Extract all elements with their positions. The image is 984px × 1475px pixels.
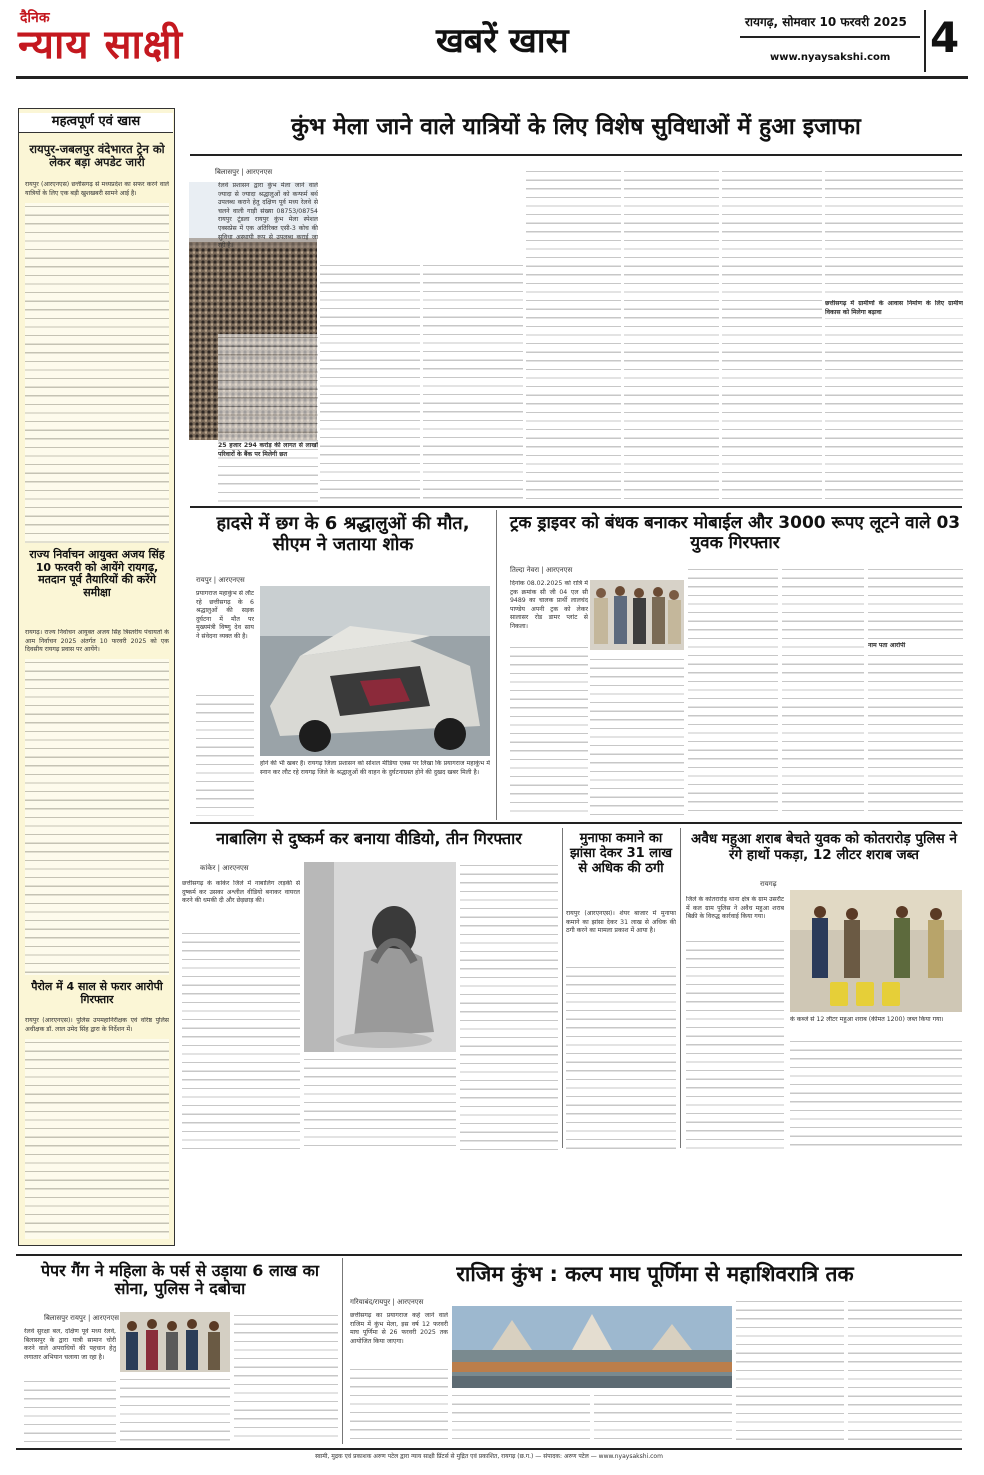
truck-col1-body xyxy=(510,644,588,816)
lead-headline[interactable]: कुंभ मेला जाने वाले यात्रियों के लिए विशेष सुविधाओं में हुआ इजाफा xyxy=(291,114,861,140)
crash-photo xyxy=(260,586,490,756)
brand-logo xyxy=(12,8,234,70)
liquor-dateline: रायगढ़ xyxy=(760,880,777,888)
liquor-headline[interactable]: अवैध महुआ शराब बेचते युवक को कोतरारोड़ पुलिस ने रंगे हाथों पकड़ा, 12 लीटर शराब जब्त xyxy=(691,831,957,863)
brand-top: दैनिक xyxy=(20,10,50,26)
lead-para-2: 25 हजार 294 करोड़ की लागत से लाखों परिवारों के बैंक पर मिलेगी छत xyxy=(218,442,318,458)
lead-dateline: बिलासपुर | आरएनएस xyxy=(215,168,273,176)
lead-col3-body xyxy=(423,262,523,502)
masthead xyxy=(0,0,984,76)
liquor-col1-body xyxy=(686,938,784,1150)
lead-col6-body xyxy=(722,168,822,502)
footer-rule xyxy=(16,1448,962,1450)
sidebar xyxy=(18,108,175,1246)
sidebar-story1-body xyxy=(25,203,169,543)
accident-lead-cont: होने की भी खबर है। रायगढ़ जिला प्रशासन को सोशल मीडिया एक्स पर लिखा कि प्रयागराज महाकुंभ में स्नान कर लौट रहे रायगढ़ जिले के श्रद्धालुओं की वाहन के दुर्घटनाग्रस्त होने की दुखद खबर मिली है। xyxy=(260,760,490,776)
sidebar-story2-lead: रायगढ़। राज्य निर्वाचन आयुक्त अजय सिंह त्रिस्तरीय पंचायतों के आम निर्वाचन 2025 अंतर्गत 10 फरवरी 2025 को एक दिवसीय रायगढ़ प्रवास पर आयेंगे। xyxy=(25,629,169,654)
liquor-seizure-photo xyxy=(790,890,962,1012)
masthead-rule xyxy=(16,76,968,79)
sidebar-story2-headline[interactable]: राज्य निर्वाचन आयुक्त अजय सिंह 10 फरवरी को आयेंगे रायगढ़, मतदान पूर्व तैयारियों की करेंगे समीक्षा xyxy=(29,548,165,599)
profit-body xyxy=(566,964,676,1150)
profit-liquor-divider xyxy=(680,828,681,1148)
truck-col2-body xyxy=(590,656,684,816)
accident-truck-divider xyxy=(496,510,497,820)
lead-col2-body xyxy=(320,262,420,502)
gold-arrest-photo xyxy=(120,1312,230,1372)
minor-illustration-photo xyxy=(304,862,456,1052)
site-url[interactable]: www.nyaysakshi.com xyxy=(770,52,891,63)
sidebar-story3-lead: रायपुर (आरएनएस)। पुलिस उपमहानिरीक्षक एवं वरिष्ठ पुलिस अधीक्षक डॉ. लाल उमेद सिंह द्वारा के निर्देशन में। xyxy=(25,1017,169,1033)
profit-lead: रायपुर (आरएनएस)। शेयर बाजार में मुनाफा कमाने का झांसा देकर 31 लाख से अधिक की ठगी करने का मामला प्रकाश में आया है। xyxy=(566,910,676,935)
truck-col4-body xyxy=(782,566,864,816)
truck-col3-body xyxy=(688,566,778,816)
gold-headline[interactable]: पेपर गैंग ने महिला के पर्स से उड़ाया 6 लाख का सोना, पुलिस ने दबोचा xyxy=(40,1261,320,1299)
truck-subheading: नाम पता आरोपी xyxy=(868,642,963,652)
minor-col1-body xyxy=(182,930,300,1150)
sidebar-story1-lead: रायपुर (आरएनएस) छत्तीसगढ़ से मध्यप्रदेश का सफर करने वाले यात्रियों के लिए एक बड़ी खुशखबरी सामने आई है। xyxy=(25,181,169,197)
rajim-temple-photo xyxy=(452,1306,732,1388)
lead-col4-body xyxy=(526,168,621,502)
accident-dateline: रायपुर | आरएनएस xyxy=(196,576,245,584)
accident-lead: प्रयागराज महाकुंभ से लौट रहे छत्तीसगढ़ के 6 श्रद्धालुओं की सड़क दुर्घटना में मौत पर मुख्यमंत्री विष्णु देव साय ने संवेदना व्यक्त की है। xyxy=(196,590,254,640)
gold-lead: रेलवे सुरक्षा बल, दक्षिण पूर्व मध्य रेलवे, बिलासपुर के द्वारा यात्री सामान चोरी करने वाले अपराधियों की पहचान हेतु लगातार अभियान चलाया जा रहा है। xyxy=(24,1328,116,1361)
gold-col2-body xyxy=(120,1376,230,1442)
liquor-lead: जिले के कोतरारोड़ थाना क्षेत्र के ग्राम उसरौट में कल ग्राम पुलिस ने अवैध महुआ शराब बिक्री के विरुद्ध कार्रवाई किया गया। xyxy=(686,896,784,921)
profit-headline[interactable]: मुनाफा कमाने का झांसा देकर 31 लाख से अधिक की ठगी xyxy=(569,831,673,876)
liquor-col2-body xyxy=(790,1038,962,1150)
rajim-col2-body xyxy=(452,1392,590,1442)
lead-col1-body xyxy=(218,334,318,502)
minor-profit-divider xyxy=(562,828,563,1148)
mid-rule xyxy=(190,822,962,824)
rajim-col1-body xyxy=(350,1366,448,1442)
sidebar-story3-body xyxy=(25,1039,169,1239)
gold-col3-body xyxy=(234,1312,338,1442)
accident-headline[interactable]: हादसे में छग के 6 श्रद्धालुओं की मौत, सीएम ने जताया शोक xyxy=(216,513,470,555)
minor-lead: छत्तीसगढ़ के कांकेर जिले में नाबालिग लड़की से दुष्कर्म कर उसका अश्लील वीडियो बनाकर वायरल करने की धमकी दी और छेड़छाड़ की। xyxy=(182,880,300,905)
minor-headline[interactable]: नाबालिग से दुष्कर्म कर बनाया वीडियो, तीन गिरफ्तार xyxy=(216,829,522,848)
lead-para-1: रेलवे प्रशासन द्वारा कुंभ मेला जाने वाले ज्यादा से ज्यादा श्रद्धालुओं को कन्फर्म बर्थ उपलब्ध कराने हेतु दक्षिण पूर्व मध्य रेलवे से चलने वाली गाड़ी संख्या 08753/08754 रायपुर टूंडला रायपुर कुंभ मेला स्पेशल एक्सप्रेस में एक अतिरिक्त एसी-3 कोच की सुविधा अस्थायी रूप से उपलब्ध कराई जा रही है। xyxy=(218,182,318,250)
sidebar-header: महत्वपूर्ण एवं खास xyxy=(19,113,173,133)
page-number: 4 xyxy=(930,13,960,62)
truck-lead: दिनांक 08.02.2025 को रात्रि में ट्रक क्रमांक सी जी 04 एल सी 9489 का चालक प्रार्थी लालचंद पाण्डेय अपनी ट्रक को लेकर सालासर रोड डामर प्लांट से निकला। xyxy=(510,580,588,630)
sidebar-story1-headline[interactable]: रायपुर-जबलपुर वंदेभारत ट्रेन को लेकर बड़ा अपडेट जारी xyxy=(29,142,165,170)
lead-col5-body xyxy=(624,168,719,502)
rajim-col5-body xyxy=(848,1298,962,1442)
rajim-col3-body xyxy=(594,1392,732,1442)
minor-col2-body xyxy=(304,1056,456,1150)
rajim-lead: छत्तीसगढ़ का प्रयागराज कहे जाने वाले राजिम में कुंभ मेला, इस वर्ष 12 फरवरी माघ पूर्णिमा से 26 फरवरी 2025 तक आयोजित किया जाएगा। xyxy=(350,1312,448,1345)
page-number-divider xyxy=(924,10,926,72)
minor-dateline: कांकेर | आरएनएस xyxy=(200,864,249,872)
lead-subheading: छत्तीसगढ़ में ग्रामीणों के आवास निर्माण के लिए ग्रामीण विकास को मिलेगा बढ़ावा xyxy=(825,300,963,318)
rajim-dateline: गरियाबंद/रायपुर | आरएनएस xyxy=(350,1298,424,1306)
sidebar-story2-body xyxy=(25,659,169,975)
date-divider xyxy=(740,36,920,38)
sidebar-story3-headline[interactable]: पैरोल में 4 साल से फरार आरोपी गिरफ्तार xyxy=(31,980,163,1006)
truck-arrest-photo xyxy=(590,580,684,650)
gold-dateline: बिलासपुर रायपुर | आरएनएस xyxy=(44,1314,119,1322)
minor-col3-body xyxy=(460,862,558,1150)
lower-rule xyxy=(16,1254,962,1256)
footer-imprint: स्वामी, मुद्रक एवं प्रकाशक अरुण पटेल द्वारा न्याय साक्षी प्रिंटर्स से मुद्रित एवं प्रकाशित, रायगढ़ (छ.ग.) — संपादक: अरुण पटेल — www.nyaysakshi.com xyxy=(315,1453,663,1460)
truck-dateline: तिल्दा नेवरा | आरएनएस xyxy=(510,566,573,574)
brand-main: न्याय साक्षी xyxy=(18,22,183,68)
lead-headline-rule xyxy=(190,154,962,156)
rajim-col4-body xyxy=(736,1298,844,1442)
lead-bottom-rule xyxy=(190,506,962,508)
issue-date: रायगढ़, सोमवार 10 फरवरी 2025 xyxy=(745,15,907,29)
gold-rajim-divider xyxy=(342,1258,343,1444)
truck-headline[interactable]: ट्रक ड्राइवर को बंधक बनाकर मोबाईल और 3000 रूपए लूटने वाले 03 युवक गिरफ्तार xyxy=(509,513,961,553)
truck-col5-body xyxy=(868,566,963,816)
lead-col7-body xyxy=(825,168,963,502)
accident-col1-body xyxy=(196,692,254,816)
gold-col1-body xyxy=(24,1378,116,1442)
rajim-headline[interactable]: राजिम कुंभ : कल्प माघ पूर्णिमा से महाशिवरात्रि तक xyxy=(456,1262,854,1286)
section-title: खबरें खास xyxy=(436,21,569,61)
liquor-lead-cont: के कब्जे से 12 लीटर महुआ शराब (कीमत 1200) जब्त किया गया। xyxy=(790,1016,944,1023)
